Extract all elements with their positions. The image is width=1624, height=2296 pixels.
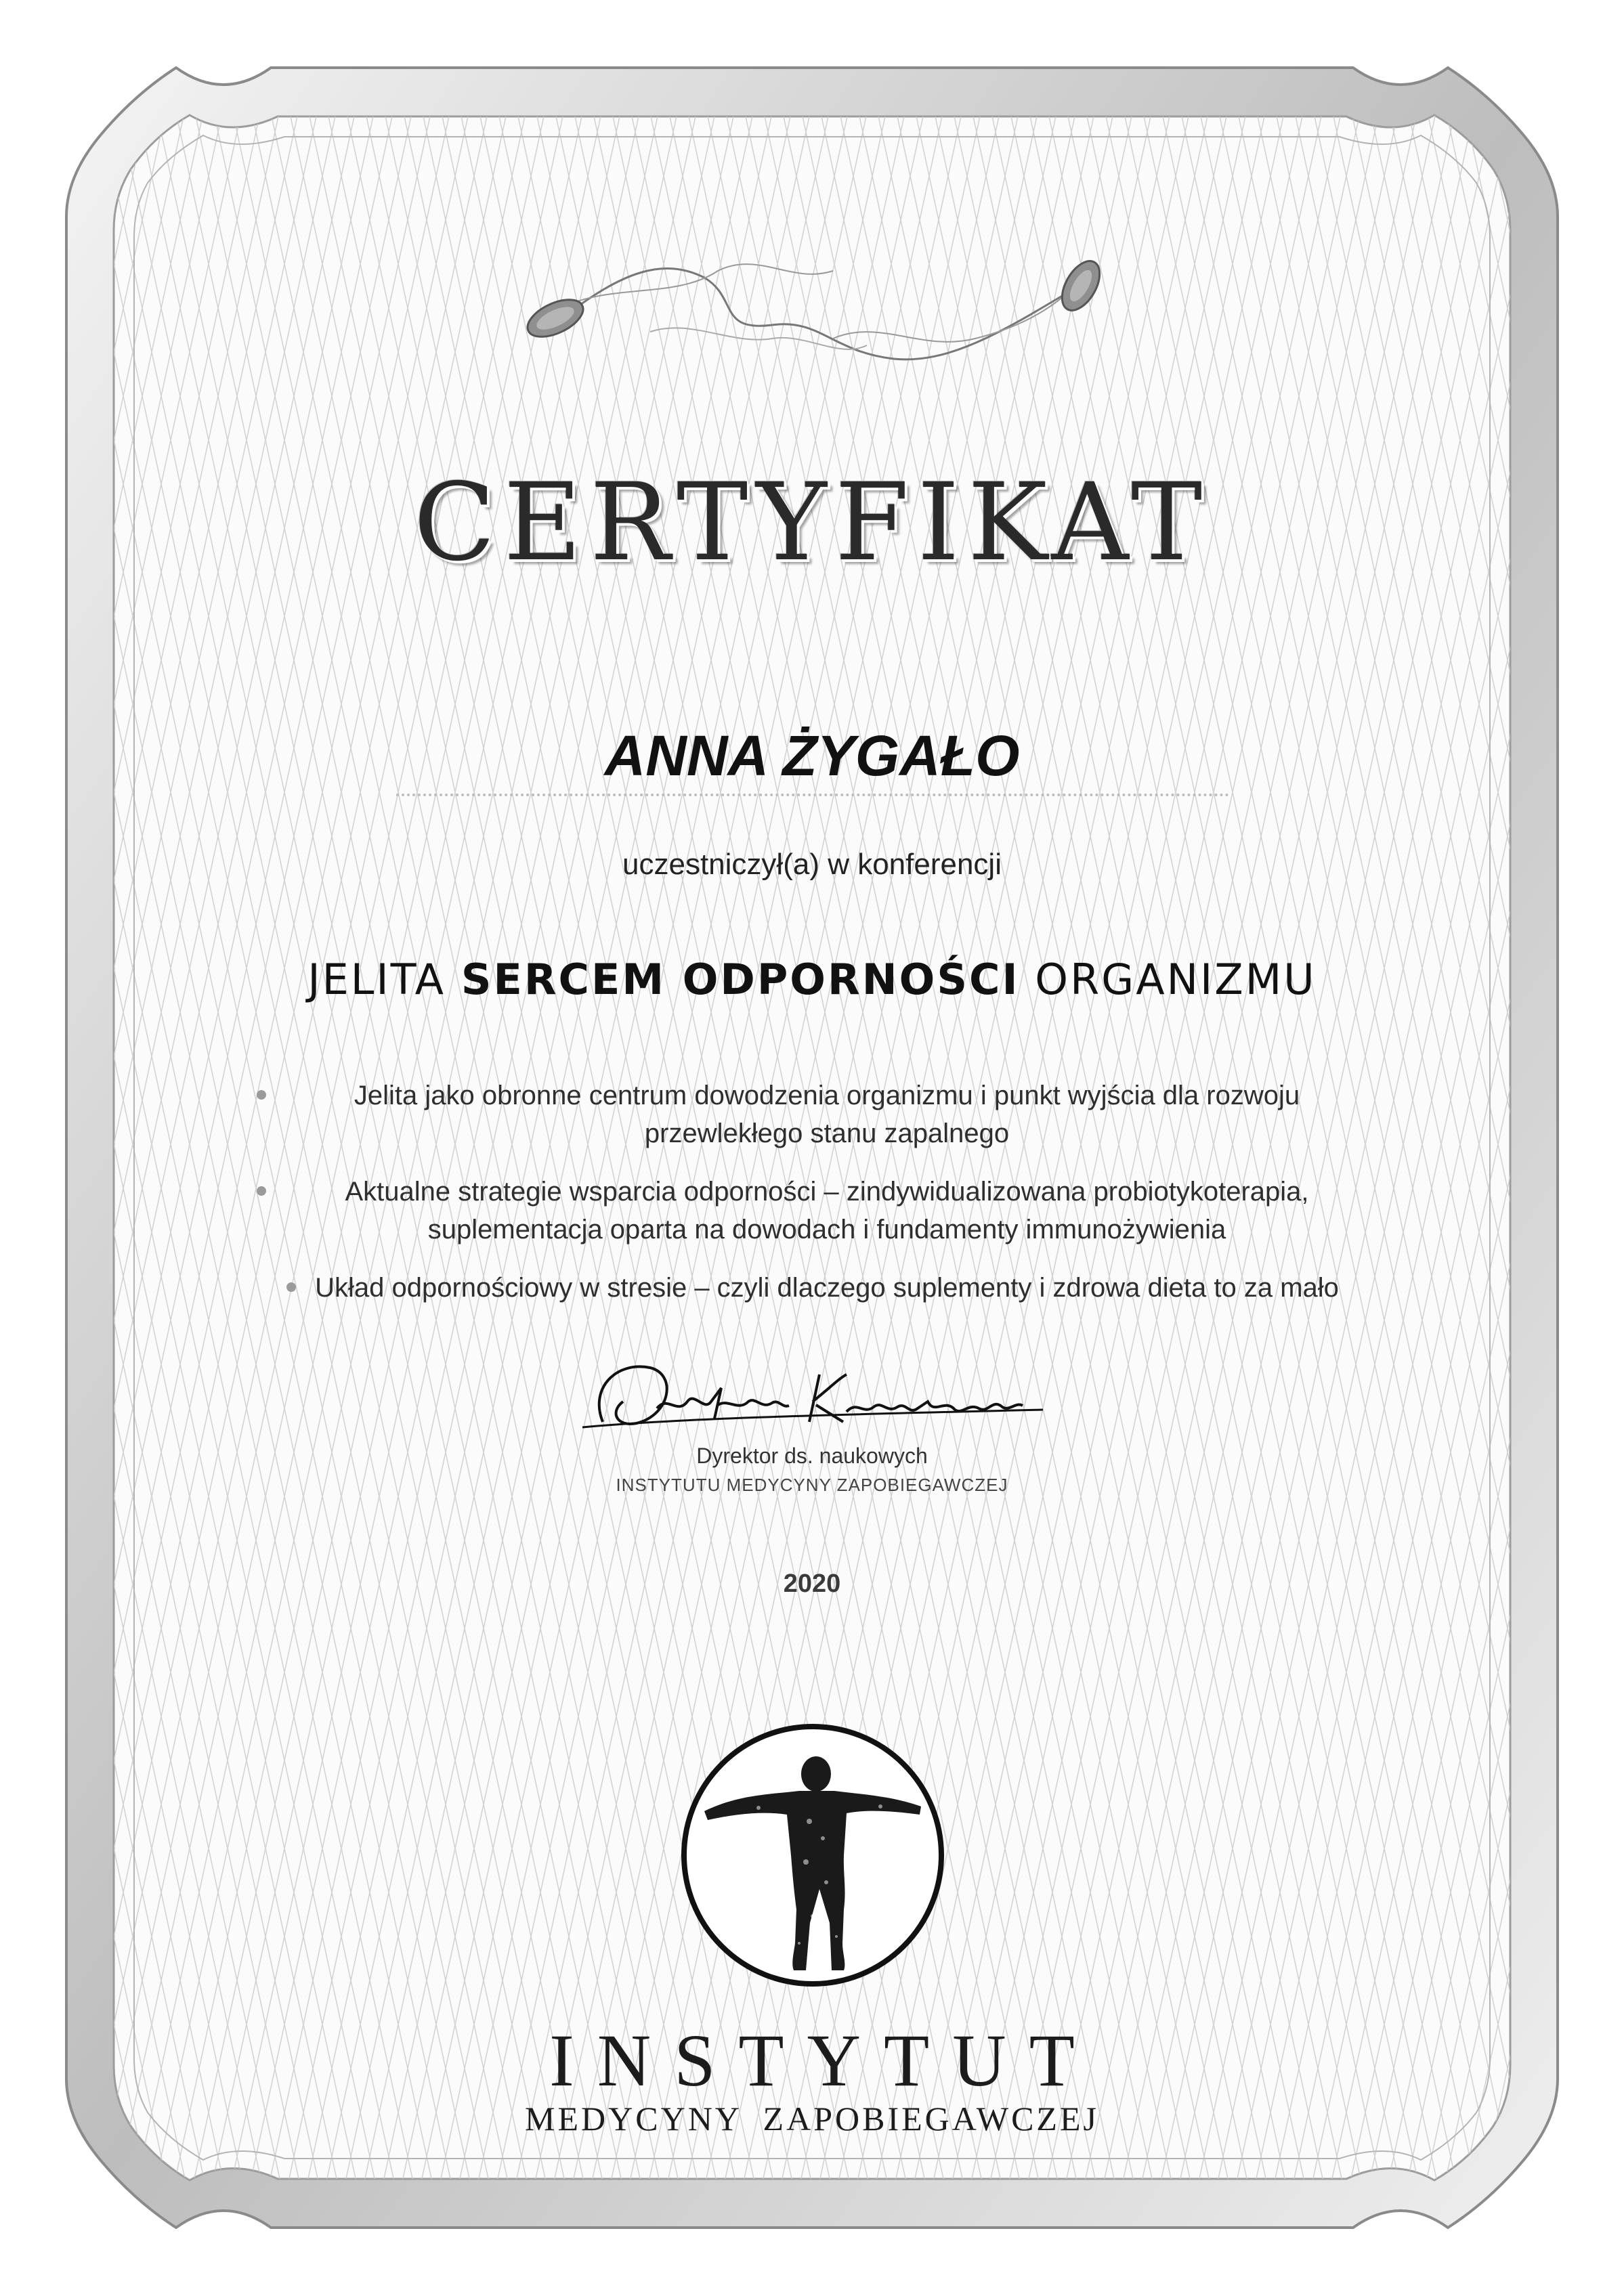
signature <box>576 1347 1050 1442</box>
conference-title-suffix: ORGANIZMU <box>1035 955 1317 1004</box>
topic-text: Aktualne strategie wsparcia odporności – zindywidualizowana probiotykoterapia, suplementacja oparta na dowodach i fundamenty immunożywienia <box>345 1177 1309 1244</box>
topic-text: Układ odpornościowy w stresie – czyli dlaczego suplementy i zdrowa dieta to za mało <box>315 1273 1339 1303</box>
bullet-icon <box>286 1282 296 1292</box>
list-item <box>230 1077 1395 1152</box>
list-item <box>230 1269 1395 1307</box>
conference-title <box>0 955 1624 1004</box>
bullet-icon <box>257 1186 266 1196</box>
institute-subtitle: MEDYCYNY ZAPOBIEGAWCZEJ <box>525 2100 1099 2138</box>
topics-list <box>230 1077 1395 1327</box>
recipient-underline <box>396 794 1229 796</box>
conference-title-prefix: JELITA <box>307 955 446 1004</box>
participation-text: uczestniczył(a) w konferencji <box>622 848 1002 881</box>
institute-logo-icon <box>677 1720 948 1991</box>
recipient-name: ANNA ŻYGAŁO <box>604 724 1020 787</box>
signatory-role: Dyrektor ds. naukowych <box>696 1444 928 1468</box>
conference-title-highlight: SERCEM ODPORNOŚCI <box>461 955 1020 1004</box>
certificate-year: 2020 <box>783 1569 841 1598</box>
bullet-icon <box>257 1090 266 1100</box>
list-item <box>230 1173 1395 1249</box>
institute-name: INSTYTUT <box>549 2019 1098 2102</box>
bacteria-illustration <box>515 244 1124 379</box>
signatory-institution: INSTYTUTU MEDYCYNY ZAPOBIEGAWCZEJ <box>616 1475 1008 1495</box>
topic-text: Jelita jako obronne centrum dowodzenia organizmu i punkt wyjścia dla rozwoju przewlekłego stanu zapalnego <box>354 1081 1300 1148</box>
certificate-title: CERTYFIKAT <box>413 460 1211 585</box>
